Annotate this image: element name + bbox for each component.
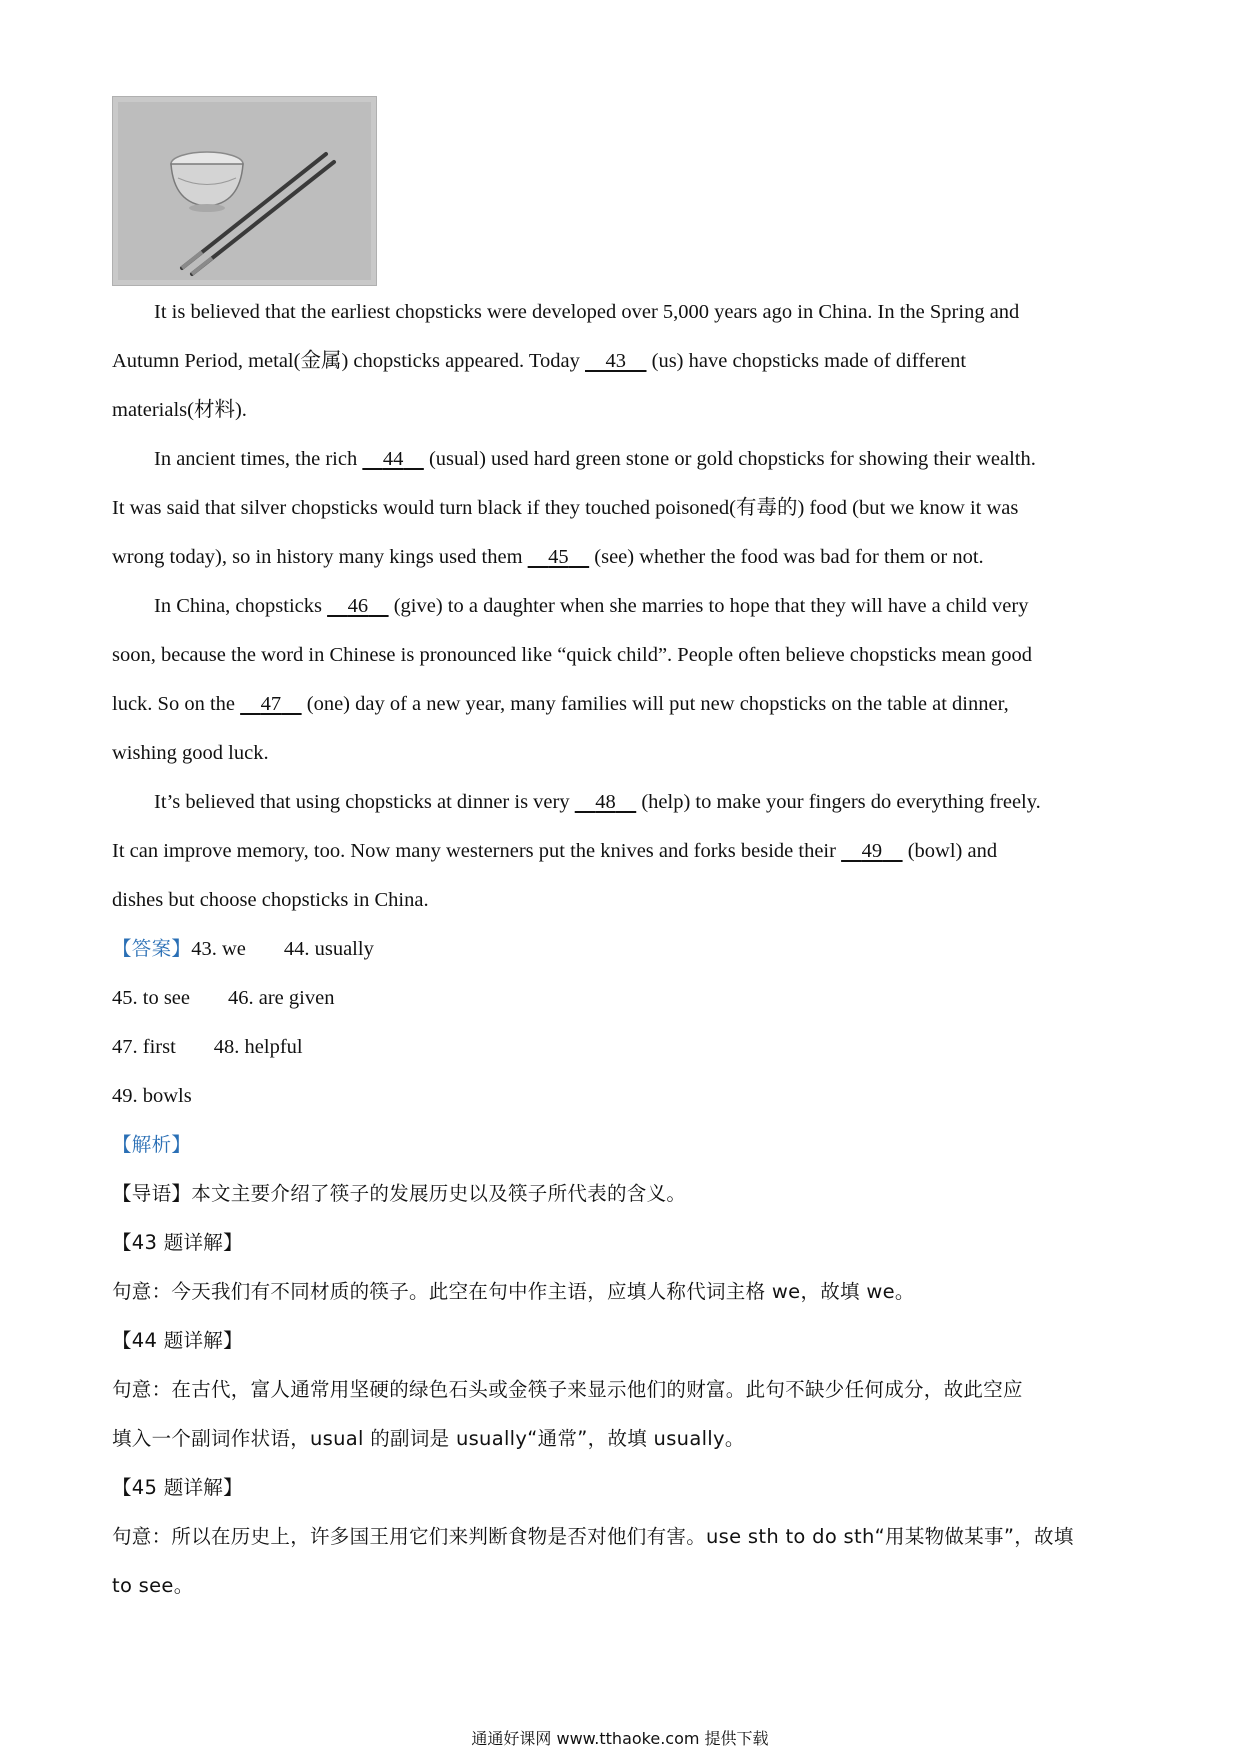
detail-text: to see。 — [112, 1574, 194, 1597]
detail-heading-text: 【43 题详解】 — [112, 1231, 243, 1254]
answer-line — [112, 1082, 1142, 1110]
passage-text: (give) to a daughter when she marries to hope that they will have a child very — [388, 595, 1029, 617]
detail-43 — [112, 1278, 1142, 1306]
answer-49: 49. bowls — [112, 1085, 192, 1107]
blank-43 — [585, 347, 647, 375]
blank-45 — [528, 543, 590, 571]
blank-number: 49 — [861, 840, 883, 862]
passage-text: It can improve memory, too. Now many westerners put the knives and forks beside their — [112, 840, 842, 862]
intro-tag: 【导语】 — [112, 1182, 192, 1205]
passage-text: wrong today), so in history many kings used them — [112, 546, 528, 568]
answer-44: 44. usually — [283, 938, 374, 960]
chopsticks-bowl-illustration — [112, 96, 377, 286]
passage-text: (see) whether the food was bad for them or not. — [589, 546, 984, 568]
answer-line — [112, 984, 1142, 1012]
chopsticks-bowl-image — [112, 96, 377, 286]
passage-line — [154, 788, 1144, 816]
intro-text: 本文主要介绍了筷子的发展历史以及筷子所代表的含义。 — [191, 1182, 687, 1205]
passage-line — [112, 494, 1142, 522]
passage-text: (one) day of a new year, many families will put new chopsticks on the table at dinner, — [301, 693, 1009, 715]
passage-line — [154, 592, 1144, 620]
passage-text: In China, chopsticks — [154, 595, 328, 617]
passage-text: It is believed that the earliest chopsticks were developed over 5,000 years ago in China. In the Spring and — [154, 301, 1020, 323]
passage-line — [112, 886, 1142, 914]
detail-heading-text: 【45 题详解】 — [112, 1476, 243, 1499]
passage-text: luck. So on the — [112, 693, 241, 715]
answer-48: 48. helpful — [213, 1036, 303, 1058]
answer-47: 47. first — [112, 1036, 176, 1058]
answer-46: 46. are given — [228, 987, 335, 1009]
analysis-tag: 【解析】 — [112, 1133, 192, 1156]
passage-text: soon, because the word in Chinese is pronounced like “quick child”. People often believe chopsticks mean good — [112, 644, 1032, 666]
passage-line — [112, 347, 1142, 375]
blank-46 — [327, 592, 389, 620]
passage-text: It’s believed that using chopsticks at dinner is very — [154, 791, 575, 813]
passage-text: In ancient times, the rich — [154, 448, 363, 470]
blank-44 — [362, 445, 424, 473]
detail-text: 填入一个副词作状语，usual 的副词是 usually“通常”，故填 usually。 — [112, 1427, 745, 1450]
answer-line — [112, 1033, 1142, 1061]
detail-heading-45 — [112, 1474, 1142, 1502]
analysis-heading — [112, 1131, 1142, 1159]
detail-45-line2 — [112, 1572, 1142, 1600]
passage-text: Autumn Period, metal(金属) chopsticks appeared. Today — [112, 350, 585, 372]
detail-heading-44 — [112, 1327, 1142, 1355]
passage-text: dishes but choose chopsticks in China. — [112, 889, 429, 911]
answer-43: 43. we — [191, 938, 246, 960]
answer-45: 45. to see — [112, 987, 190, 1009]
blank-number: 47 — [260, 693, 282, 715]
detail-44-line2 — [112, 1425, 1142, 1453]
detail-45-line1 — [112, 1523, 1142, 1551]
detail-heading-43 — [112, 1229, 1142, 1257]
blank-number: 44 — [382, 448, 404, 470]
passage-text: (us) have chopsticks made of different — [646, 350, 967, 372]
blank-49 — [841, 837, 903, 865]
passage-line — [112, 739, 1142, 767]
blank-number: 46 — [347, 595, 369, 617]
passage-text: (usual) used hard green stone or gold chopsticks for showing their wealth. — [423, 448, 1036, 470]
passage-text: wishing good luck. — [112, 742, 269, 764]
detail-text: 句意：今天我们有不同材质的筷子。此空在句中作主语，应填人称代词主格 we，故填 we。 — [112, 1280, 915, 1303]
detail-text: 句意：在古代，富人通常用坚硬的绿色石头或金筷子来显示他们的财富。此句不缺少任何成分，故此空应 — [112, 1378, 1023, 1401]
passage-line — [154, 298, 1144, 326]
blank-number: 43 — [605, 350, 626, 372]
answer-tag: 【答案】 — [112, 937, 192, 960]
blank-48 — [575, 788, 637, 816]
passage-line — [112, 396, 1142, 424]
detail-heading-text: 【44 题详解】 — [112, 1329, 243, 1352]
blank-number: 48 — [595, 791, 616, 813]
intro-line — [112, 1180, 1142, 1208]
passage-line — [112, 543, 1142, 571]
passage-text: materials(材料). — [112, 399, 247, 421]
blank-number: 45 — [548, 546, 569, 568]
passage-text: (bowl) and — [902, 840, 998, 862]
passage-text: It was said that silver chopsticks would turn black if they touched poisoned(有毒的) food (but we know it was — [112, 497, 1019, 519]
detail-44-line1 — [112, 1376, 1142, 1404]
passage-line — [112, 641, 1142, 669]
blank-47 — [240, 690, 302, 718]
passage-line — [154, 445, 1144, 473]
detail-text: 句意：所以在历史上，许多国王用它们来判断食物是否对他们有害。use sth to do sth“用某物做某事”，故填 — [112, 1525, 1074, 1548]
passage-line — [112, 690, 1142, 718]
page-footer: 通通好课网 www.tthaoke.com 提供下载 — [471, 1729, 769, 1748]
passage-line — [112, 837, 1142, 865]
passage-text: (help) to make your fingers do everything freely. — [636, 791, 1041, 813]
answer-line — [112, 935, 1142, 963]
